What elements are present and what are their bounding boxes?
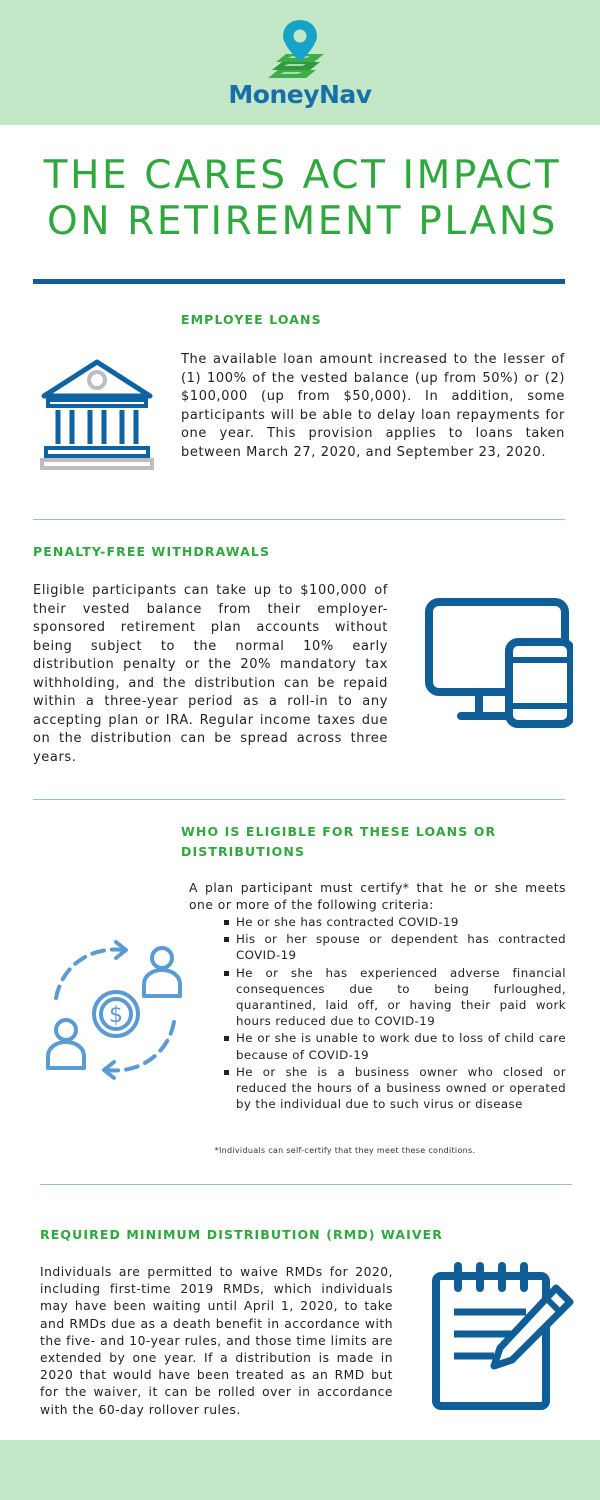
eligibility-heading: [181, 822, 496, 862]
list-item: He or she has contracted COVID-19: [236, 914, 566, 930]
list-item: He or she is a business owner who closed or reduced the hours of a business owned or operated by the individual due to such virus or disease: [236, 1064, 566, 1112]
notepad-pen-icon: [430, 1262, 575, 1412]
employee-loans-body: The available loan amount increased to the lesser of (1) 100% of the vested balance (up from 50%) or (2) $100,000 (up from $50,000). In addition, some participants will be able to delay loan repayments for one year. This provision applies to loans taken between March 27, 2020, and September 23, 2020.: [181, 352, 565, 460]
money-transfer-people-icon: [38, 938, 190, 1082]
list-item: He or she is unable to work due to loss of child care because of COVID-19: [236, 1031, 566, 1062]
section-divider: [33, 799, 565, 800]
brand-logo-text: MoneyNav: [228, 80, 372, 109]
eligibility-intro: A plan participant must certify* that he or she meets one or more of the following criteria:: [189, 881, 566, 912]
list-item: His or her spouse or dependent has contracted COVID-19: [236, 932, 566, 963]
employee-loans-heading: EMPLOYEE LOANS: [181, 312, 322, 327]
title-divider: [33, 279, 565, 284]
bank-building-icon: [38, 358, 156, 472]
title-line-1: THE CARES ACT IMPACT: [43, 153, 562, 198]
svg-text:$: $: [109, 1003, 123, 1028]
page-title: [30, 153, 575, 245]
monitor-tablet-icon: [425, 598, 573, 728]
section-divider: [40, 1184, 572, 1185]
list-item: He or she has experienced adverse financial consequences due to being furloughed, quarantined, laid off, or having their paid work hours reduced due to COVID-19: [236, 965, 566, 1029]
footer-band: [0, 1440, 600, 1500]
eligibility-heading-line-1: WHO IS ELIGIBLE FOR THESE LOANS OR: [181, 824, 497, 839]
penalty-free-body: Eligible participants can take up to $100,000 of their vested balance from their employer-sponsored retirement plan accounts without being subject to the normal 10% early distribution penalty or the 20% mandatory tax withholding, and the distribution can be repaid within a three-year period as a roll-in to any accepting plan or IRA. Regular income taxes due on the distribution can be spread across three years.: [33, 583, 388, 765]
map-pin-money-icon: [262, 18, 338, 80]
title-line-2: ON RETIREMENT PLANS: [47, 199, 558, 244]
rmd-waiver-body: Individuals are permitted to waive RMDs for 2020, including first-time 2019 RMDs, which individuals may have been waiting until April 1, 2020, to take and RMDs due as a death benefit in accordance with the five- and 10-year rules, and those time limits are extended by one year. If a distribution is made in 2020 that would have been treated as an RMD but for the waiver, it can be rolled over in accordance with the 60-day rollover rules.: [40, 1265, 393, 1417]
eligibility-heading-line-2: DISTRIBUTIONS: [181, 844, 306, 859]
eligibility-footnote: *Individuals can self-certify that they meet these conditions.: [214, 1146, 476, 1155]
section-divider: [33, 519, 565, 520]
rmd-waiver-heading: REQUIRED MINIMUM DISTRIBUTION (RMD) WAIVER: [40, 1227, 443, 1242]
penalty-free-heading: PENALTY-FREE WITHDRAWALS: [33, 544, 271, 559]
criteria-list: [236, 914, 566, 1113]
